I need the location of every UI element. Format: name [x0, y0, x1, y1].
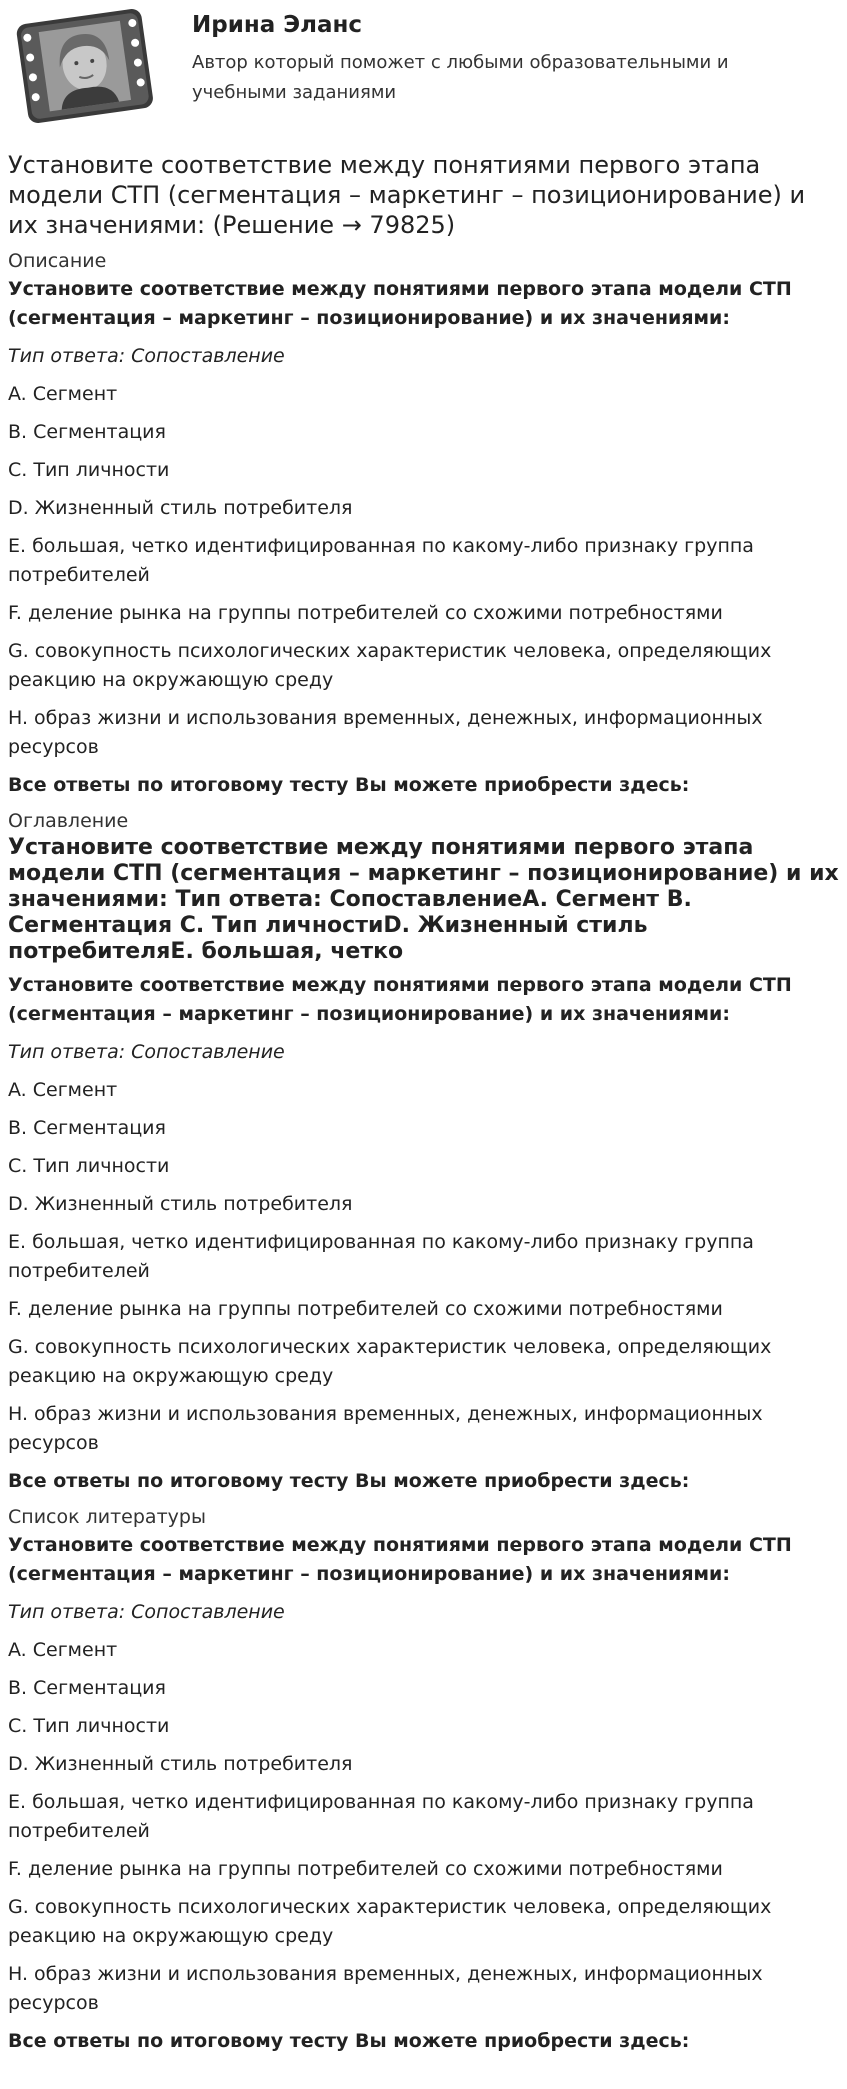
- description-section: [8, 248, 839, 800]
- toc-heading: Установите соответствие между понятиями первого этапа модели СТП (сегментация – маркетинг – позиционирование) и их значениями: Тип ответа: СопоставлениеA. Сегмент B. Сегментация C. Тип личностиD. Жизненный стиль потребителяE. большая, четко: [8, 835, 839, 964]
- list-item: H. образ жизни и использования временных, денежных, информационных ресурсов: [8, 1403, 763, 1454]
- list-item: E. большая, четко идентифицированная по какому-либо признаку группа потребителей: [8, 535, 754, 586]
- list-item: E. большая, четко идентифицированная по какому-либо признаку группа потребителей: [8, 1231, 754, 1282]
- list-item: A. Сегмент: [8, 1079, 118, 1101]
- answer-type: Тип ответа: Сопоставление: [8, 1041, 285, 1063]
- list-item: H. образ жизни и использования временных, денежных, информационных ресурсов: [8, 1963, 763, 2014]
- page-title: Установите соответствие между понятиями первого этапа модели СТП (сегментация – маркетинг – позиционирование) и их значениями: (Решение → 79825): [8, 151, 806, 239]
- section-label-description: Описание: [8, 250, 107, 272]
- question-text: Установите соответствие между понятиями первого этапа модели СТП (сегментация – маркетинг – позиционирование) и их значениями:: [8, 1534, 792, 1585]
- list-item: F. деление рынка на группы потребителей со схожими потребностями: [8, 1298, 723, 1320]
- section-label-literature: Список литературы: [8, 1506, 206, 1528]
- list-item: B. Сегментация: [8, 1677, 166, 1699]
- list-item: E. большая, четко идентифицированная по какому-либо признаку группа потребителей: [8, 1791, 754, 1842]
- list-item: C. Тип личности: [8, 1715, 170, 1737]
- author-avatar: [12, 6, 158, 128]
- buy-text: Все ответы по итоговому тесту Вы можете приобрести здесь:: [8, 2030, 690, 2052]
- list-item: B. Сегментация: [8, 1117, 166, 1139]
- list-item: D. Жизненный стиль потребителя: [8, 1193, 353, 1215]
- list-item: G. совокупность психологических характеристик человека, определяющих реакцию на окружающую среду: [8, 1336, 772, 1387]
- answer-type: Тип ответа: Сопоставление: [8, 1601, 285, 1623]
- buy-text: Все ответы по итоговому тесту Вы можете приобрести здесь:: [8, 774, 690, 796]
- answer-type: Тип ответа: Сопоставление: [8, 345, 285, 367]
- list-item: D. Жизненный стиль потребителя: [8, 497, 353, 519]
- list-item: D. Жизненный стиль потребителя: [8, 1753, 353, 1775]
- section-label-toc: Оглавление: [8, 810, 129, 832]
- list-item: F. деление рынка на группы потребителей со схожими потребностями: [8, 602, 723, 624]
- question-text: Установите соответствие между понятиями первого этапа модели СТП (сегментация – маркетинг – позиционирование) и их значениями:: [8, 974, 792, 1025]
- list-item: G. совокупность психологических характеристик человека, определяющих реакцию на окружающую среду: [8, 640, 772, 691]
- toc-section: [8, 808, 839, 1496]
- list-item: H. образ жизни и использования временных, денежных, информационных ресурсов: [8, 707, 763, 758]
- list-item: A. Сегмент: [8, 1639, 118, 1661]
- literature-section: [8, 1504, 839, 2056]
- list-item: F. деление рынка на группы потребителей со схожими потребностями: [8, 1858, 723, 1880]
- author-description: Автор который поможет с любыми образовательными и учебными заданиями: [192, 52, 729, 103]
- list-item: B. Сегментация: [8, 421, 166, 443]
- list-item: C. Тип личности: [8, 1155, 170, 1177]
- author-block: [8, 0, 839, 140]
- question-text: Установите соответствие между понятиями первого этапа модели СТП (сегментация – маркетинг – позиционирование) и их значениями:: [8, 278, 792, 329]
- buy-text: Все ответы по итоговому тесту Вы можете приобрести здесь:: [8, 1470, 690, 1492]
- list-item: A. Сегмент: [8, 383, 118, 405]
- author-name[interactable]: Ирина Эланс: [192, 12, 363, 38]
- list-item: G. совокупность психологических характеристик человека, определяющих реакцию на окружающую среду: [8, 1896, 772, 1947]
- list-item: C. Тип личности: [8, 459, 170, 481]
